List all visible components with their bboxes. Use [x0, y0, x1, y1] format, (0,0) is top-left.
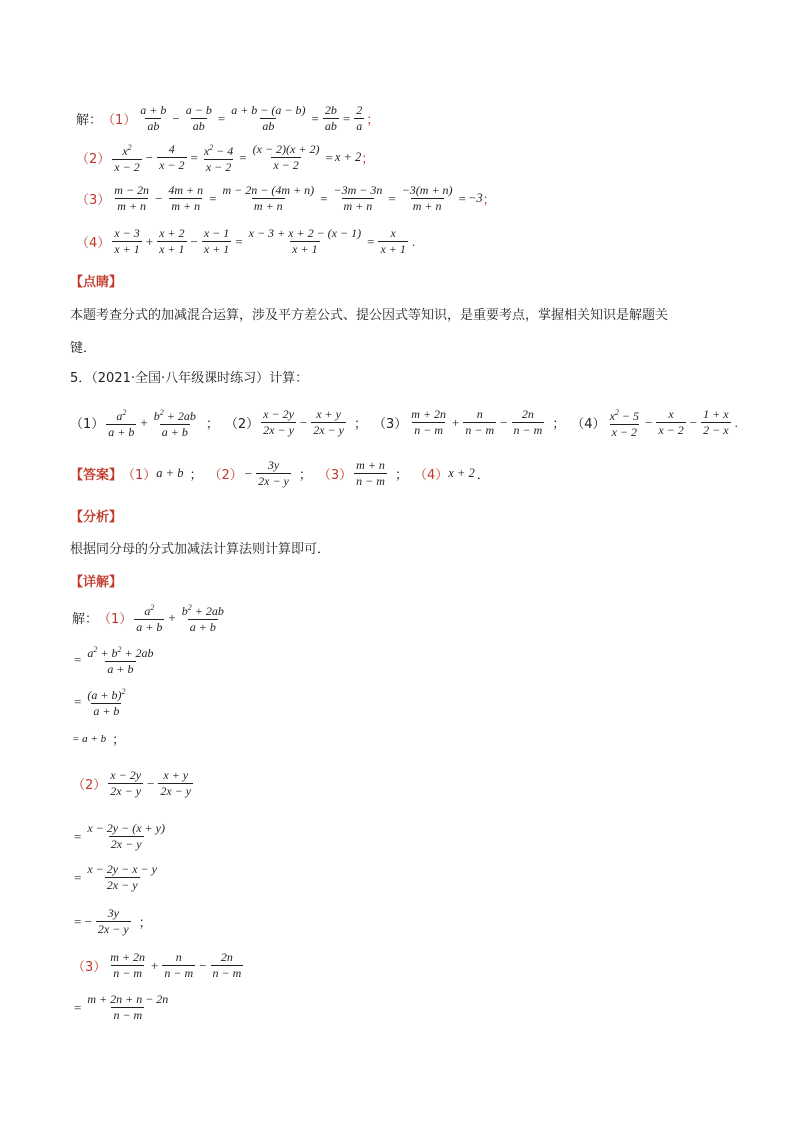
detail-label-2: （2） [72, 778, 107, 793]
detail-prefix: 解： [72, 612, 99, 627]
detail-step-2: （2） $\frac{x - 2y}{2x - y}$ − $\frac{x + y}{2x - y}$ [72, 768, 192, 798]
solution-prefix: 解： [76, 113, 103, 128]
detail-step-2b: = $\frac{x - 2y - (x + y)}{2x - y}$ [74, 821, 165, 851]
part-label-3: （3） [76, 193, 111, 208]
detail-header-text: 【详解】 [70, 575, 123, 590]
detail-header [70, 571, 122, 590]
semicolon: ； [112, 733, 126, 748]
fraction: $\frac{2}{a}$ [356, 103, 363, 133]
comment-header-text: 【点睛】 [70, 275, 123, 290]
fraction: $\frac{a + b}{ab}$ [140, 103, 167, 133]
part-label-1: （1） [102, 113, 137, 128]
detail-step-1: 解： （1） $\frac{a^2}{a + b}$ + $\frac{b^2 + 2ab}{a + b}$ [72, 603, 224, 634]
question-label-1: （1） [70, 417, 105, 432]
comment-text-cont: 键． [70, 341, 97, 356]
part-label-4: （4） [76, 236, 111, 251]
fraction: $\frac{a + b - (a - b)}{ab}$ [231, 103, 306, 133]
comment-header [70, 271, 122, 290]
analysis-header [70, 506, 122, 525]
answer-line: 【答案】 （1） a + b ； （2） − $\frac{3y}{2x - y}$ ； （3） $\frac{m + n}{n - m}$ ； （4） x + 2 ． [70, 458, 490, 488]
solution-part-3: （3） $\frac{m - 2n}{m + n}$ − $\frac{4m + n}{m + n}$ = $\frac{m - 2n - (4m + n)}{m + n}$ = $\frac{-3m - 3n}{m + n}$ = $\frac{-3(m + n)}{m + n}$ = −3 ； [76, 183, 496, 213]
problem-questions: （1） $\frac{a^2}{a + b}$ + $\frac{b^2 + 2ab}{a + b}$ ； （2） $\frac{x - 2y}{2x - y}$ − $\frac{x + y}{2x - y}$ ； （3） $\frac{m + 2n}{n - m}$ + $\frac{n}{n - m}$ − $\frac{2n}{n - m}$ ； （4） $\frac{x^2 - 5}{x - 2}$ − $\frac{x}{x - 2}$ − $\frac{1 + x}{2 - x}$ . [70, 407, 738, 439]
comment-line-1 [70, 304, 668, 323]
question-label-4: （4） [571, 417, 606, 432]
detail-step-1c: = $\frac{(a + b)^2}{a + b}$ [74, 687, 126, 718]
question-label-3: （3） [373, 417, 408, 432]
solution-part-4: （4） $\frac{x - 3}{x + 1}$ + $\frac{x + 2}{x + 1}$ − $\frac{x - 1}{x + 1}$ = $\frac{x - 3 + x + 2 - (x - 1)}{x + 1}$ = $\frac{x}{x + 1}$ . [76, 226, 416, 256]
fraction: $\frac{2b}{ab}$ [324, 103, 337, 133]
part-label-2: （2） [76, 152, 111, 167]
detail-step-1b: = $\frac{a^2 + b^2 + 2ab}{a + b}$ [74, 645, 154, 676]
comment-line-2 [70, 337, 96, 356]
solution-part-2: （2） $\frac{x^2}{x - 2}$ − $\frac{4}{x - 2}$ = $\frac{x^2 - 4}{x - 2}$ = $\frac{(x - 2)(x + 2)}{x - 2}$ = x + 2 ； [76, 142, 375, 174]
detail-label-3: （3） [72, 960, 107, 975]
detail-result-1: = a + b [72, 732, 107, 745]
detail-step-2c: = $\frac{x - 2y - x - y}{2x - y}$ [74, 862, 157, 892]
solution-part-1: 解： （1） $\frac{a + b}{ab}$ − $\frac{a - b}{ab}$ = $\frac{a + b - (a - b)}{ab}$ = $\frac{2b}{ab}$ = $\frac{2}{a}$ ； [76, 103, 380, 133]
detail-step-1d [72, 729, 131, 748]
problem-title [70, 367, 308, 386]
comment-text: 本题考查分式的加减混合运算，涉及平方差公式、提公因式等知识，是重要考点，掌握相关知识是解题关 [70, 308, 669, 323]
analysis-text [70, 538, 330, 557]
detail-step-2d: = − $\frac{3y}{2x - y}$ ； [74, 906, 152, 936]
answer-header: 【答案】 [70, 468, 123, 483]
detail-label-1: （1） [98, 612, 133, 627]
analysis-body: 根据同分母的分式加减法计算法则计算即可． [70, 542, 331, 557]
detail-step-3: （3） $\frac{m + 2n}{n - m}$ + $\frac{n}{n - m}$ − $\frac{2n}{n - m}$ [72, 950, 242, 980]
fraction: $\frac{a - b}{ab}$ [185, 103, 212, 133]
detail-step-3b: = $\frac{m + 2n + n - 2n}{n - m}$ [74, 992, 169, 1022]
question-label-2: （2） [224, 417, 260, 432]
analysis-header-text: 【分析】 [70, 510, 123, 525]
problem-title-text: 5．（2021·全国·八年级课时练习）计算： [70, 371, 309, 386]
